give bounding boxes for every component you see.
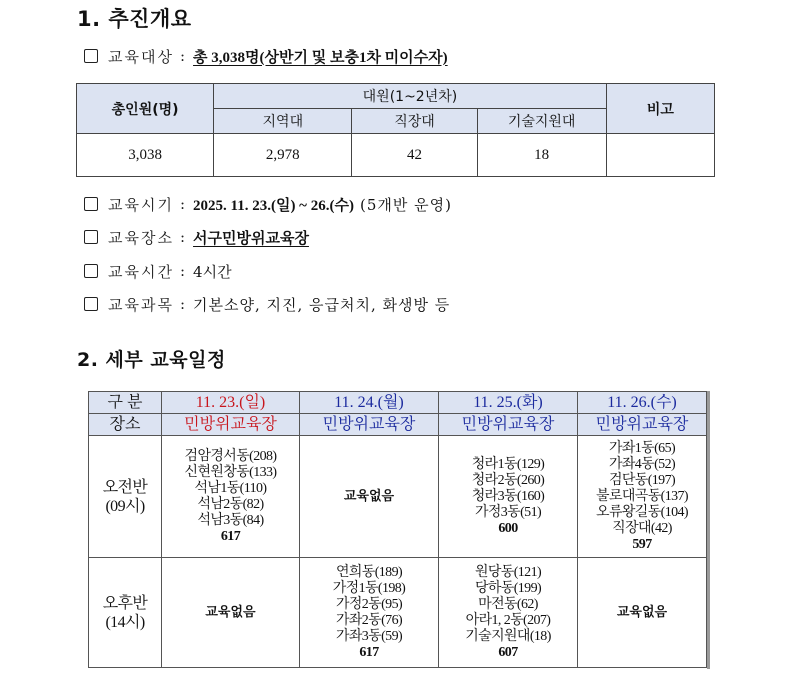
- schedule-cell: 연희동(189) 가정1동(198) 가정2동(95) 가좌2동(76) 가좌3동(59) 617: [300, 558, 439, 668]
- cell-total: 597: [632, 536, 652, 552]
- header-workplace: 직장대: [352, 109, 477, 134]
- schedule-cell: 가좌1동(65) 가좌4동(52) 검단동(197) 불로대곡동(137) 오류왕길동(104) 직장대(42) 597: [578, 436, 707, 558]
- colon: :: [179, 228, 186, 246]
- schedule-cell-none: 교육없음: [162, 558, 300, 668]
- cell-total: 3,038: [77, 134, 214, 177]
- item-value: 4시간: [193, 262, 232, 281]
- cell-workplace: 42: [352, 134, 477, 177]
- colon: :: [179, 262, 186, 280]
- schedule-cell: 원당동(121) 당하동(199) 마전동(62) 아라1, 2동(207) 기술지원대(18) 607: [439, 558, 578, 668]
- header-members-group: 대원(1~2년차): [214, 84, 606, 109]
- item-duration: [84, 259, 232, 283]
- item-period: [84, 192, 452, 216]
- place-4: 민방위교육장: [578, 414, 707, 436]
- header-date-2: 11. 24.(월): [300, 392, 439, 414]
- session-label: 오후반 (14시): [89, 558, 162, 668]
- schedule-cell: 청라1동(129) 청라2동(260) 청라3동(160) 가정3동(51) 600: [439, 436, 578, 558]
- cell-total: 607: [498, 644, 518, 660]
- colon: :: [179, 47, 186, 65]
- checkbox-square-icon: [84, 297, 98, 311]
- header-date-1: 11. 23.(일): [162, 392, 300, 414]
- cell-tech-support: 18: [477, 134, 606, 177]
- section-2-title: 2. 세부 교육일정: [77, 349, 226, 371]
- cell-regional: 2,978: [214, 134, 352, 177]
- place-1: 민방위교육장: [162, 414, 300, 436]
- checkbox-square-icon: [84, 264, 98, 278]
- cell-total: 600: [498, 520, 518, 536]
- colon: :: [179, 295, 186, 313]
- summary-table: [76, 83, 715, 177]
- header-total: 총인원(명): [77, 84, 214, 134]
- session-label: 오전반 (09시): [89, 436, 162, 558]
- place-2: 민방위교육장: [300, 414, 439, 436]
- schedule-cell-none: 교육없음: [300, 436, 439, 558]
- item-value-dates: 2025. 11. 23.(일) ~ 26.(수): [193, 197, 354, 214]
- checkbox-square-icon: [84, 49, 98, 63]
- item-value-note: (5개반 운영): [359, 195, 452, 214]
- item-subjects: [84, 292, 450, 316]
- header-date-4: 11. 26.(수): [578, 392, 707, 414]
- item-value: 서구민방위교육장: [193, 230, 309, 247]
- section-1-title: 1. 추진개요: [77, 7, 192, 31]
- schedule-table: [88, 391, 707, 668]
- item-label: 교육시기: [108, 195, 174, 214]
- schedule-cell: 검암경서동(208) 신현원창동(133) 석남1동(110) 석남2동(82) 석남3동(84) 617: [162, 436, 300, 558]
- checkbox-square-icon: [84, 230, 98, 244]
- header-tech-support: 기술지원대: [477, 109, 606, 134]
- place-label: 장소: [89, 414, 162, 436]
- item-value: 기본소양, 지진, 응급처치, 화생방 등: [193, 295, 451, 314]
- item-label: 교육과목: [108, 295, 174, 314]
- item-target: [84, 44, 448, 68]
- item-label: 교육장소: [108, 228, 174, 247]
- item-value: 총 3,038명(상반기 및 보충1차 미이수자): [193, 49, 448, 66]
- header-label: 구 분: [89, 392, 162, 414]
- place-3: 민방위교육장: [439, 414, 578, 436]
- item-label: 교육시간: [108, 262, 174, 281]
- checkbox-square-icon: [84, 197, 98, 211]
- colon: :: [179, 195, 186, 213]
- header-note: 비고: [606, 84, 714, 134]
- session-row-afternoon: [89, 558, 707, 668]
- header-date-3: 11. 25.(화): [439, 392, 578, 414]
- cell-note: [606, 134, 714, 177]
- cell-total: 617: [359, 644, 379, 660]
- header-regional: 지역대: [214, 109, 352, 134]
- item-label: 교육대상: [108, 47, 174, 66]
- table-right-shadow: [707, 391, 710, 669]
- schedule-cell-none: 교육없음: [578, 558, 707, 668]
- item-place: [84, 225, 309, 249]
- session-row-morning: [89, 436, 707, 558]
- cell-total: 617: [220, 528, 241, 544]
